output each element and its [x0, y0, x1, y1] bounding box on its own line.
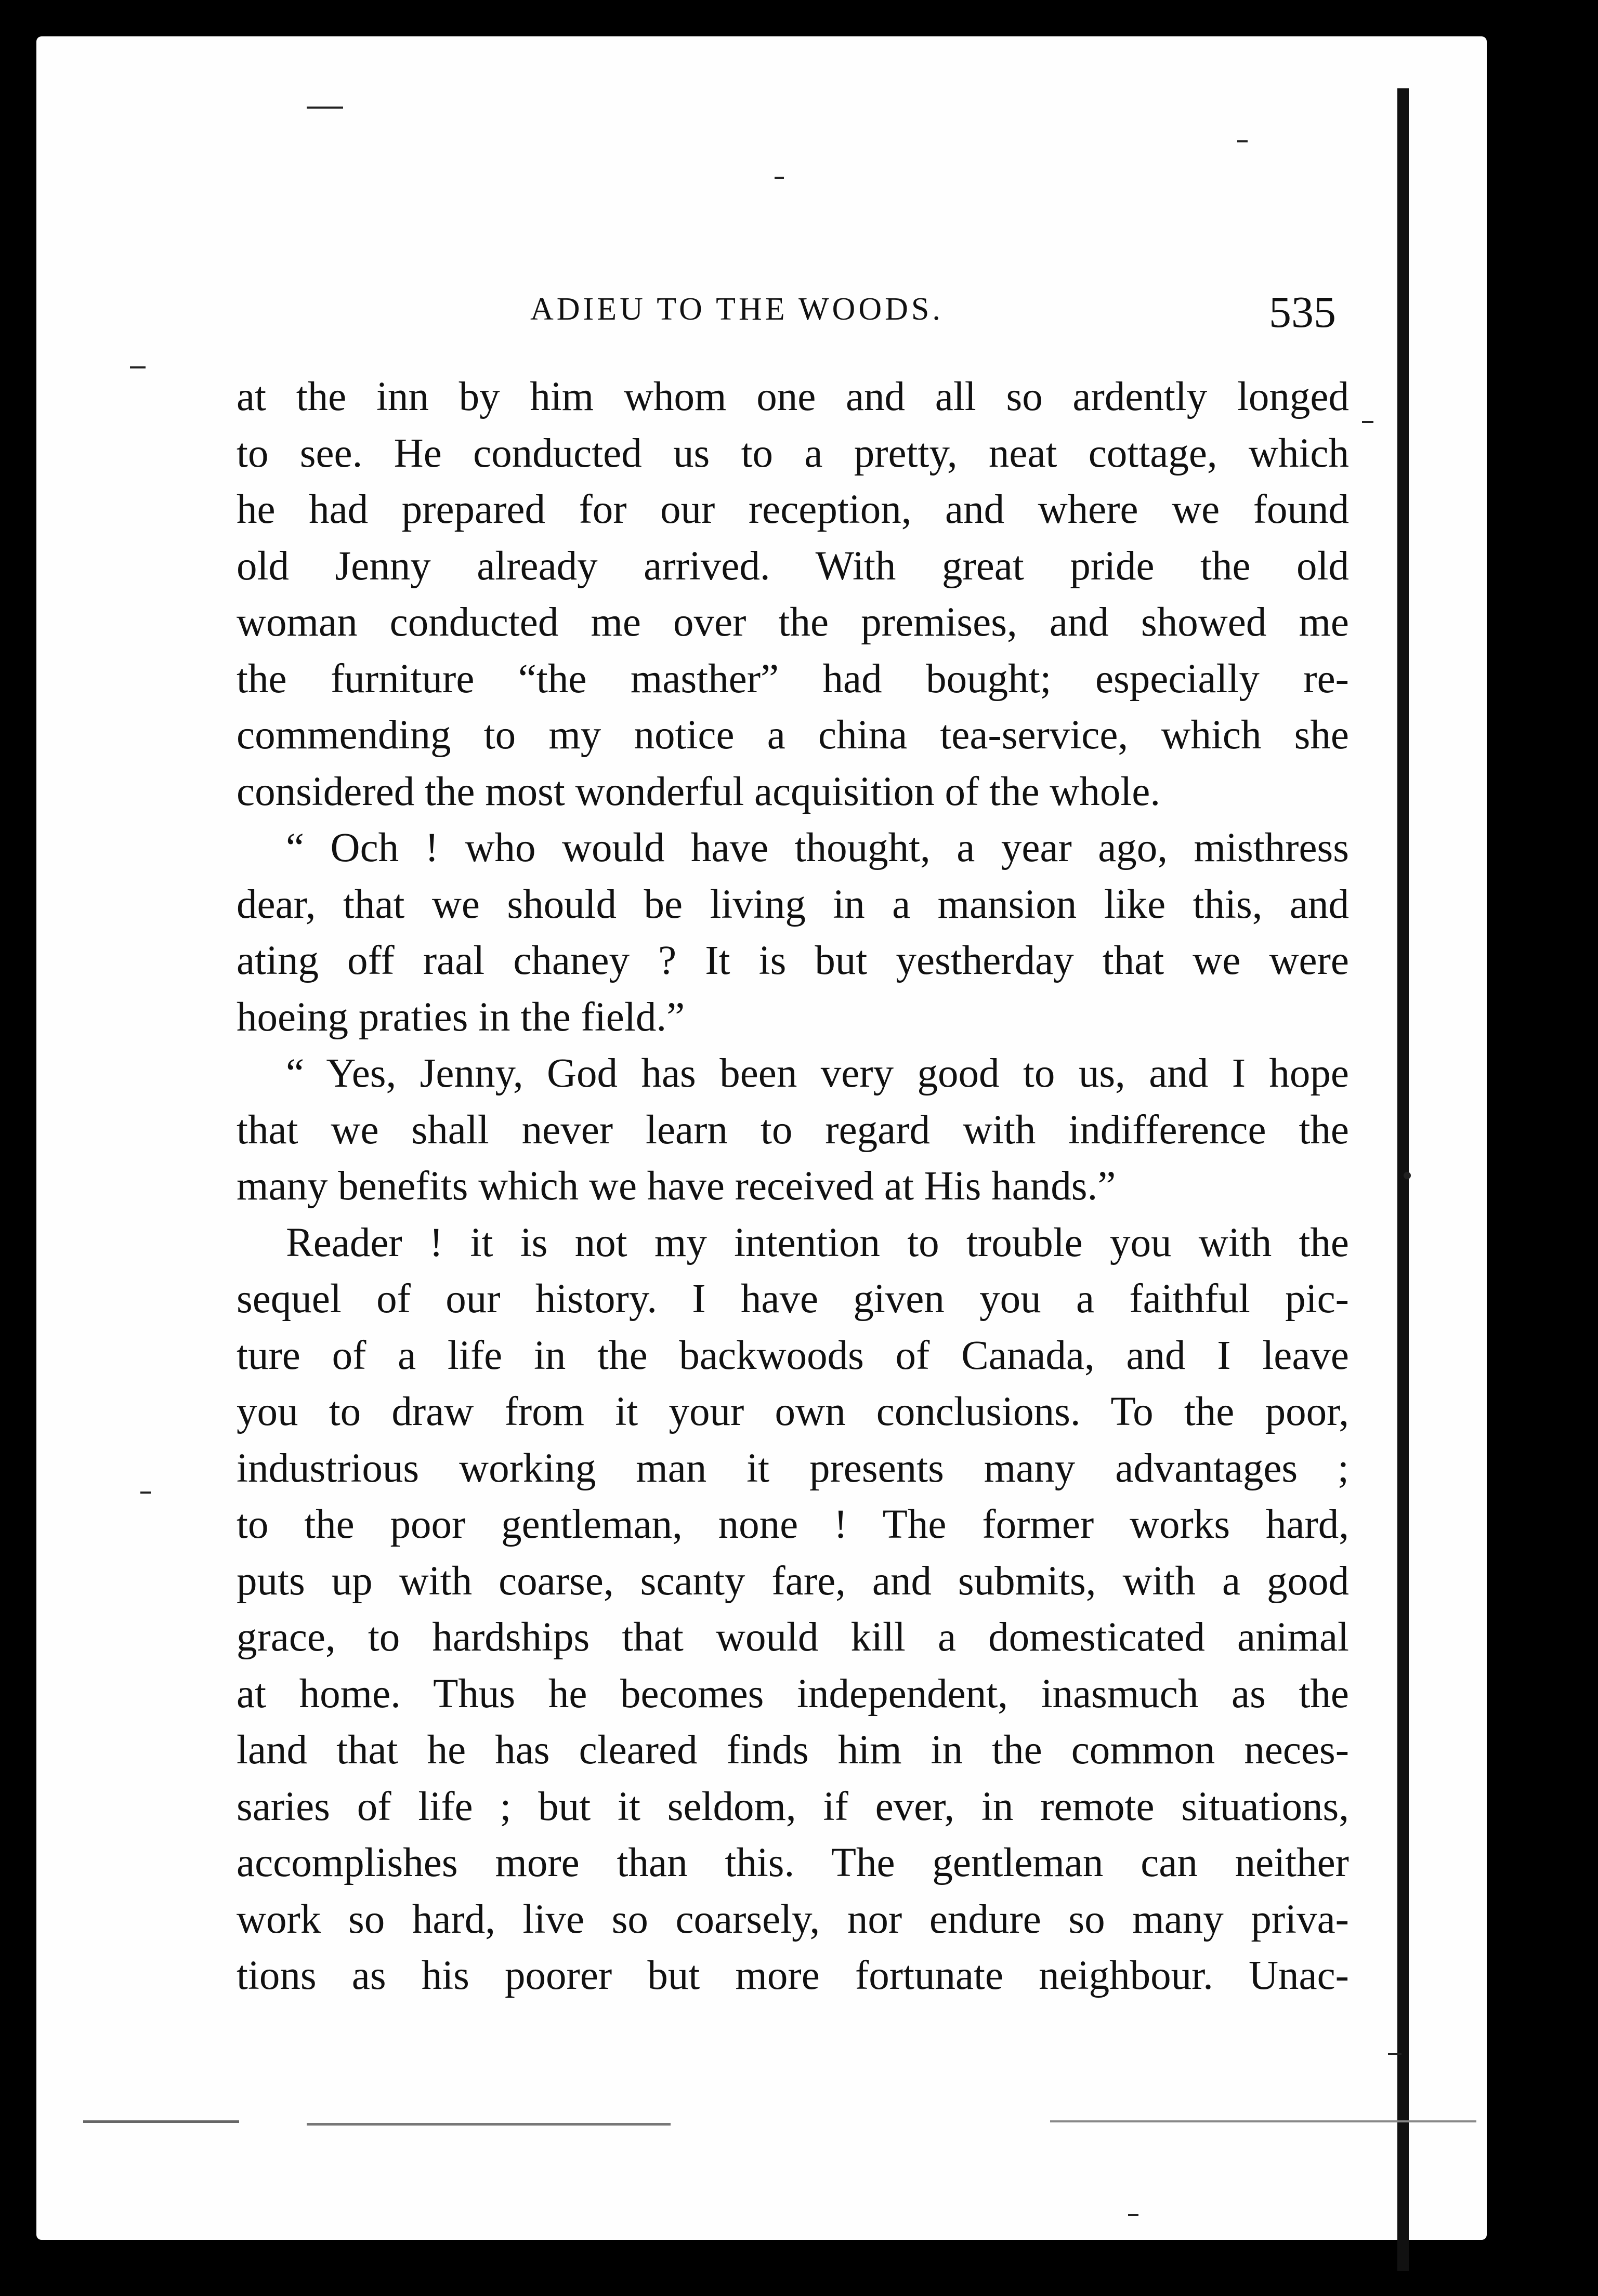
scan-speck	[1128, 2214, 1138, 2216]
scan-speck	[1237, 140, 1248, 142]
text-line: land that he has cleared finds him in the common neces-	[237, 1727, 1349, 1773]
text-line: to the poor gentleman, none ! The former works hard,	[237, 1502, 1349, 1547]
scan-speck	[83, 2120, 239, 2123]
text-line: to see. He conducted us to a pretty, neat cottage, which	[237, 430, 1349, 476]
text-line: that we shall never learn to regard with indifference the	[237, 1107, 1349, 1153]
text-line: puts up with coarse, scanty fare, and submits, with a good	[237, 1558, 1349, 1604]
page-header	[530, 286, 1336, 348]
scan-speck	[307, 107, 343, 109]
text-line: saries of life ; but it seldom, if ever, in remote situations,	[237, 1784, 1349, 1829]
text-line: dear, that we should be living in a mansion like this, and	[237, 881, 1349, 927]
scan-speck	[1404, 1172, 1411, 1179]
text-line: ture of a life in the backwoods of Canada, and I leave	[237, 1332, 1349, 1378]
text-line: ating off raal chaney ? It is but yestherday that we were	[237, 938, 1349, 983]
text-line: “ Och ! who would have thought, a year ago, misthress	[286, 825, 1349, 870]
scan-speck	[1362, 421, 1373, 423]
text-line: woman conducted me over the premises, and showed me	[237, 600, 1349, 645]
text-line: commending to my notice a china tea-service, which she	[237, 712, 1349, 758]
scan-speck	[1050, 2120, 1476, 2122]
page-edge-shadow	[1397, 88, 1409, 2271]
body-text	[237, 369, 1349, 2004]
scan-speck	[130, 366, 146, 368]
text-line: “ Yes, Jenny, God has been very good to us, and I hope	[286, 1051, 1349, 1096]
text-line: old Jenny already arrived. With great pride the old	[237, 543, 1349, 589]
text-line: hoeing praties in the field.”	[237, 994, 685, 1040]
text-line: you to draw from it your own conclusions. To the poor,	[237, 1389, 1349, 1434]
text-line: sequel of our history. I have given you a faithful pic-	[237, 1276, 1349, 1322]
text-line: Reader ! it is not my intention to trouble you with the	[286, 1220, 1349, 1265]
text-line: grace, to hardships that would kill a domesticated animal	[237, 1615, 1349, 1660]
scan-speck	[1388, 2053, 1401, 2055]
text-line: the furniture “the masther” had bought; especially re-	[237, 656, 1349, 702]
text-line: accomplishes more than this. The gentleman can neither	[237, 1840, 1349, 1885]
text-line: he had prepared for our reception, and where we found	[237, 487, 1349, 532]
text-line: at home. Thus he becomes independent, inasmuch as the	[237, 1671, 1349, 1717]
text-line: many benefits which we have received at His hands.”	[237, 1164, 1116, 1209]
book-page	[36, 36, 1487, 2240]
scan-speck	[775, 177, 784, 179]
text-line: tions as his poorer but more fortunate neighbour. Unac-	[237, 1953, 1349, 1998]
text-line: industrious working man it presents many advantages ;	[237, 1445, 1349, 1491]
text-line: at the inn by him whom one and all so ardently longed	[237, 374, 1349, 419]
running-head: ADIEU TO THE WOODS.	[530, 292, 944, 327]
page-number: 535	[1269, 287, 1336, 337]
text-line: considered the most wonderful acquisition of the whole.	[237, 769, 1161, 814]
text-line: work so hard, live so coarsely, nor endure so many priva-	[237, 1896, 1349, 1942]
scan-speck	[307, 2123, 671, 2126]
scan-speck	[140, 1492, 151, 1494]
